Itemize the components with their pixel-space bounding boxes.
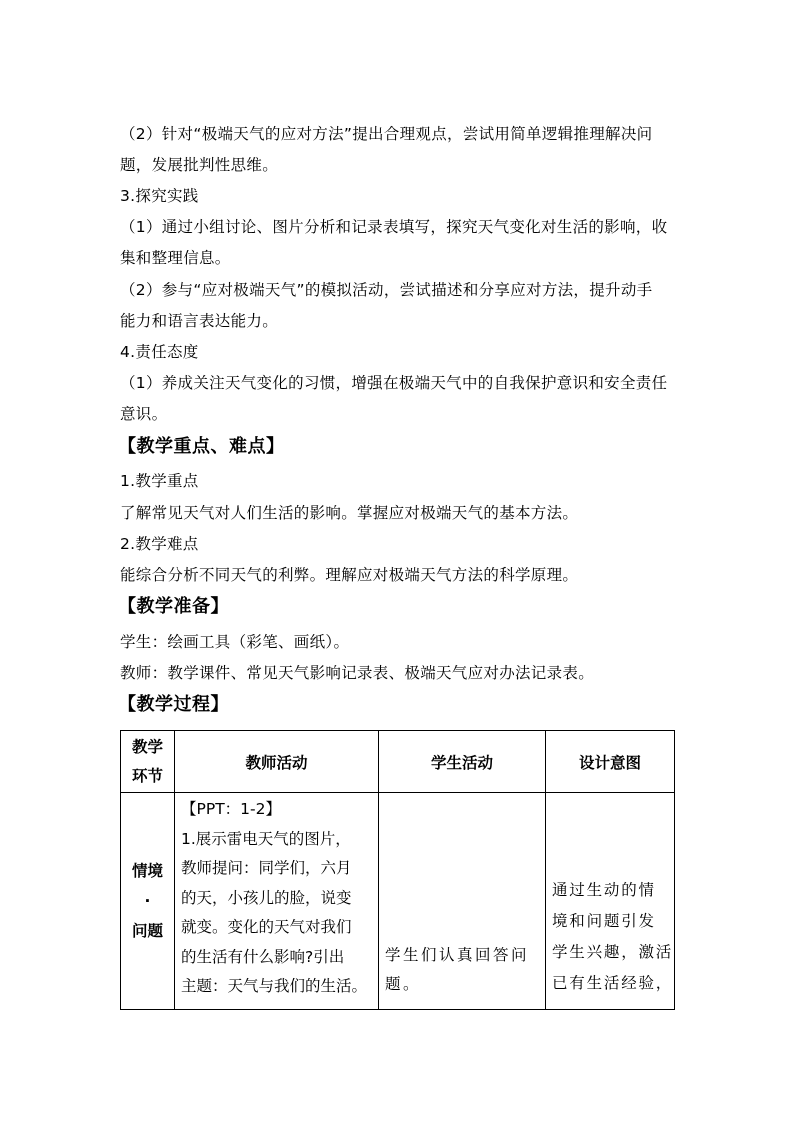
process-heading: 【教学过程】	[118, 694, 229, 715]
stage-line-3: 问题	[131, 922, 163, 940]
attitude-1-line-1: （1）养成关注天气变化的习惯，增强在极端天气中的自我保护意识和安全责任	[120, 374, 668, 392]
table-header-row	[121, 731, 675, 793]
student-line: 题。	[385, 975, 422, 993]
section-3-title: 3.探究实践	[120, 187, 199, 205]
teacher-line: 就变。变化的天气对我们	[181, 918, 352, 936]
student-activity-cell	[379, 793, 546, 1010]
preparation-teacher: 教师：教学课件、常见天气影响记录表、极端天气应对办法记录表。	[120, 664, 595, 682]
objective-2-line-1: （2）针对“极端天气的应对方法”提出合理观点，尝试用简单逻辑推理解决问	[120, 125, 653, 143]
header-stage	[121, 731, 175, 793]
intent-line: 学生兴趣，激活	[552, 943, 674, 961]
objective-2-line-2: 题，发展批判性思维。	[120, 156, 279, 174]
table-row	[121, 793, 675, 1010]
student-line: 学生们认真回答问	[385, 946, 530, 964]
practice-2-line-1: （2）参与“应对极端天气”的模拟活动，尝试描述和分享应对方法，提升动手	[120, 281, 653, 299]
teacher-activity-cell	[175, 793, 379, 1010]
stage-cell	[121, 793, 175, 1010]
header-student-activity: 学生活动	[379, 731, 546, 793]
teaching-process-table	[120, 730, 675, 1010]
header-teacher-activity: 教师活动	[175, 731, 379, 793]
intent-line: 已有生活经验，	[552, 974, 674, 992]
section-4-title: 4.责任态度	[120, 343, 199, 361]
stage-line-1: 情境	[131, 862, 163, 880]
teacher-line: 主题：天气与我们的生活。	[181, 977, 368, 995]
preparation-heading: 【教学准备】	[118, 596, 229, 617]
teacher-line: 教师提问：同学们，六月	[181, 859, 352, 877]
key-point-text: 了解常见天气对人们生活的影响。掌握应对极端天气的基本方法。	[120, 504, 579, 522]
header-stage-line-1: 教学	[131, 737, 163, 756]
intent-line: 通过生动的情	[552, 881, 656, 899]
stage-line-2: ·	[144, 892, 151, 910]
design-intent-cell	[546, 793, 675, 1010]
key-points-heading: 【教学重点、难点】	[118, 436, 285, 457]
teacher-line: 的天，小孩儿的脸，说变	[181, 888, 352, 907]
practice-2-line-2: 能力和语言表达能力。	[120, 312, 279, 330]
teacher-line: 【PPT：1-2】	[181, 800, 281, 818]
preparation-student: 学生：绘画工具（彩笔、画纸）。	[120, 633, 350, 651]
practice-1-line-1: （1）通过小组讨论、图片分析和记录表填写，探究天气变化对生活的影响，收	[120, 218, 668, 236]
attitude-1-line-2: 意识。	[120, 405, 168, 423]
teacher-line: 的生活有什么影响?引出	[181, 947, 345, 966]
difficulty-text: 能综合分析不同天气的利弊。理解应对极端天气方法的科学原理。	[120, 566, 579, 584]
difficulty-title: 2.教学难点	[120, 535, 199, 553]
practice-1-line-2: 集和整理信息。	[120, 249, 231, 267]
teacher-line: 1.展示雷电天气的图片，	[181, 829, 351, 848]
intent-line: 境和问题引发	[552, 912, 656, 930]
header-stage-line-2: 环节	[131, 766, 163, 785]
key-point-title: 1.教学重点	[120, 472, 199, 490]
header-design-intent: 设计意图	[546, 731, 675, 793]
